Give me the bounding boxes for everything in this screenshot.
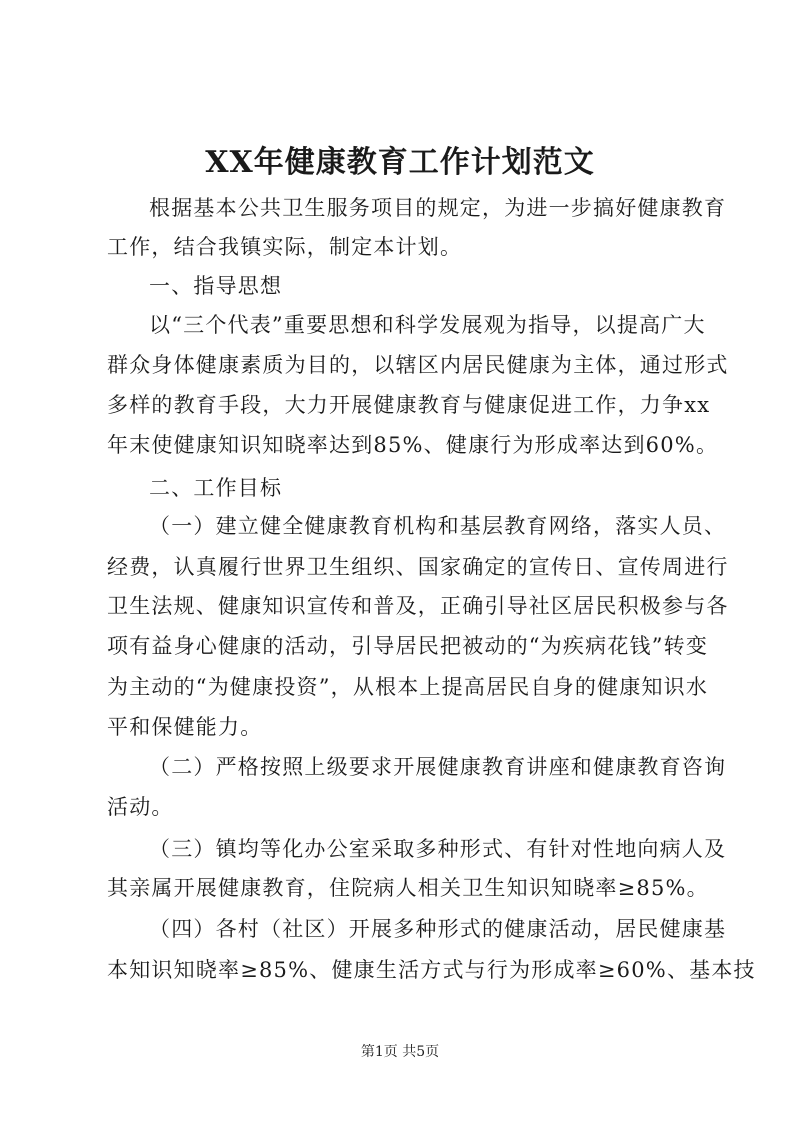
body-line: 项有益身心健康的活动，引导居民把被动的“为疾病花钱”转变 [107,634,709,658]
body-line: 多样的教育手段，大力开展健康教育与健康促进工作，力争xx [107,393,711,417]
body-line: 为主动的“为健康投资”，从根本上提高居民自身的健康知识水 [107,675,709,699]
document-title: XX年健康教育工作计划范文 [205,145,595,180]
section-heading: 二、工作目标 [149,476,283,500]
body-line: 以“三个代表”重要思想和科学发展观为指导，以提高广大 [149,313,706,337]
page-number: 第1页 共5页 [360,1044,440,1060]
body-line: 其亲属开展健康教育，住院病人相关卫生知识知晓率≥85%。 [107,876,709,900]
body-line: 本知识知晓率≥85%、健康生活方式与行为形成率≥60%、基本技 [107,958,756,982]
body-line: 平和保健能力。 [107,715,263,739]
body-line: （一）建立健全健康教育机构和基层教育网络，落实人员、 [149,514,727,538]
body-line: 工作，结合我镇实际，制定本计划。 [107,235,463,259]
body-line: （三）镇均等化办公室采取多种形式、有针对性地向病人及 [149,837,727,861]
body-line: （二）严格按照上级要求开展健康教育讲座和健康教育咨询 [149,755,727,779]
body-line: 根据基本公共卫生服务项目的规定，为进一步搞好健康教育 [149,196,727,220]
body-line: 活动。 [107,795,174,819]
body-line: （四）各村（社区）开展多种形式的健康活动，居民健康基 [149,917,727,941]
body-line: 年末使健康知识知晓率达到85%、健康行为形成率达到60%。 [107,433,719,457]
body-line: 群众身体健康素质为目的，以辖区内居民健康为主体，通过形式 [107,353,729,377]
body-line: 卫生法规、健康知识宣传和普及，正确引导社区居民积极参与各 [107,594,729,618]
body-line: 经费，认真履行世界卫生组织、国家确定的宣传日、宣传周进行 [107,555,729,579]
section-heading: 一、指导思想 [149,274,283,298]
